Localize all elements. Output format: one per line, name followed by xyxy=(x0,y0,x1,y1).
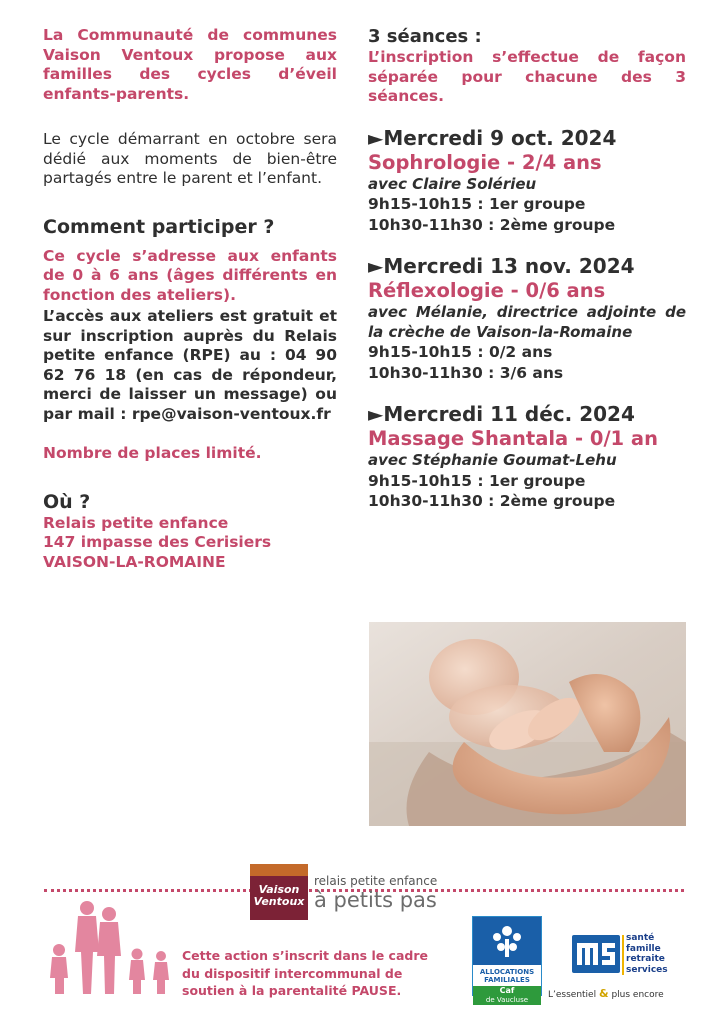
rpe-brand xyxy=(314,874,437,912)
session-3 xyxy=(368,401,686,512)
caf-emblem-icon xyxy=(473,917,541,965)
cycle-description: Le cycle démarrant en octobre sera dédié aux moments de bien-être partagés entre le parent et l’enfant. xyxy=(43,130,337,187)
session-date: ►Mercredi 9 oct. 2024 xyxy=(368,125,617,150)
session-time-2: 10h30-11h30 : 3/6 ans xyxy=(368,363,564,382)
session-facilitator: avec Mélanie, directrice adjointe de la crèche de Vaison-la-Romaine xyxy=(368,303,686,341)
address-line-2: 147 impasse des Cerisiers xyxy=(43,533,272,551)
session-1 xyxy=(368,125,686,236)
msa-slogan-amp: & xyxy=(598,987,609,1000)
msa-line-3: retraite xyxy=(626,954,665,964)
logo-text-line1: Vaison xyxy=(258,883,300,896)
caf-footer xyxy=(473,986,541,1005)
session-title: Réflexologie - 0/6 ans xyxy=(368,279,606,302)
caf-line-1: ALLOCATIONS xyxy=(479,968,535,976)
sessions-heading: 3 séances : xyxy=(368,26,482,47)
session-date: ►Mercredi 11 déc. 2024 xyxy=(368,402,635,426)
logo-text-line2: Ventoux xyxy=(253,895,305,908)
msa-line-2: famille xyxy=(626,943,661,954)
vaison-ventoux-logo xyxy=(250,864,308,920)
session-time-2: 10h30-11h30 : 2ème groupe xyxy=(368,492,616,510)
access-text: L’accès aux ateliers est gratuit et sur inscription auprès du Relais petite enfance (RPE) au : 04 90 62 76 18 (en cas de répondeur, merci de laisser un message) ou par mail : rpe@vaison-ventoux.fr xyxy=(43,307,337,423)
msa-slogan-a: L’essentiel xyxy=(548,990,597,1000)
baby-massage-photo xyxy=(369,622,686,826)
address-line-3: VAISON-LA-ROMAINE xyxy=(43,552,226,571)
session-time-1: 9h15-10h15 : 1er groupe xyxy=(368,471,586,490)
session-title: Sophrologie - 2/4 ans xyxy=(368,150,602,174)
right-column xyxy=(368,26,686,512)
msa-slogan xyxy=(548,987,664,1000)
session-time-2: 10h30-11h30 : 2ème groupe xyxy=(368,215,616,234)
session-date: ►Mercredi 13 nov. 2024 xyxy=(368,254,635,278)
msa-slogan-b: plus encore xyxy=(611,990,664,1000)
session-facilitator: avec Claire Solérieu xyxy=(368,174,537,193)
family-silhouette-icon xyxy=(45,900,175,996)
caf-logo xyxy=(472,916,542,1004)
where-heading: Où ? xyxy=(43,490,91,513)
rpe-tagline: relais petite enfance xyxy=(314,874,438,888)
audience-text: Ce cycle s’adresse aux enfants de 0 à 6 ans (âges différents en fonction des ateliers). xyxy=(43,246,337,304)
address-line-1: Relais petite enfance xyxy=(43,513,229,532)
sessions-note: L’inscription s’effectue de façon séparée pour chacune des 3 séances. xyxy=(368,48,686,105)
session-time-1: 9h15-10h15 : 1er groupe xyxy=(368,195,586,213)
caf-line-4: de Vaucluse xyxy=(485,996,529,1004)
caf-line-2: FAMILIALES xyxy=(484,976,530,984)
session-title: Massage Shantala - 0/1 an xyxy=(368,427,658,450)
left-column xyxy=(43,26,337,572)
session-2 xyxy=(368,253,686,383)
rpe-name: à petits pas xyxy=(314,888,437,912)
session-facilitator: avec Stéphanie Goumat-Lehu xyxy=(368,451,617,469)
msa-emblem-icon xyxy=(572,935,620,973)
intro-text: La Communauté de communes Vaison Ventoux propose aux familles des cycles d’éveil enfants-parents. xyxy=(43,26,337,103)
session-time-1: 9h15-10h15 : 0/2 ans xyxy=(368,343,553,361)
msa-line-1: santé xyxy=(626,933,655,943)
msa-divider xyxy=(622,935,624,975)
pause-program-text: Cette action s’inscrit dans le cadre du dispositif intercommunal de soutien à la parentalité PAUSE. xyxy=(182,948,428,998)
msa-taglines xyxy=(626,933,668,975)
participate-heading: Comment participer ? xyxy=(43,215,275,238)
msa-line-4: services xyxy=(626,964,668,975)
caf-line-3: Caf xyxy=(499,986,515,995)
limited-places-text: Nombre de places limité. xyxy=(43,444,262,462)
